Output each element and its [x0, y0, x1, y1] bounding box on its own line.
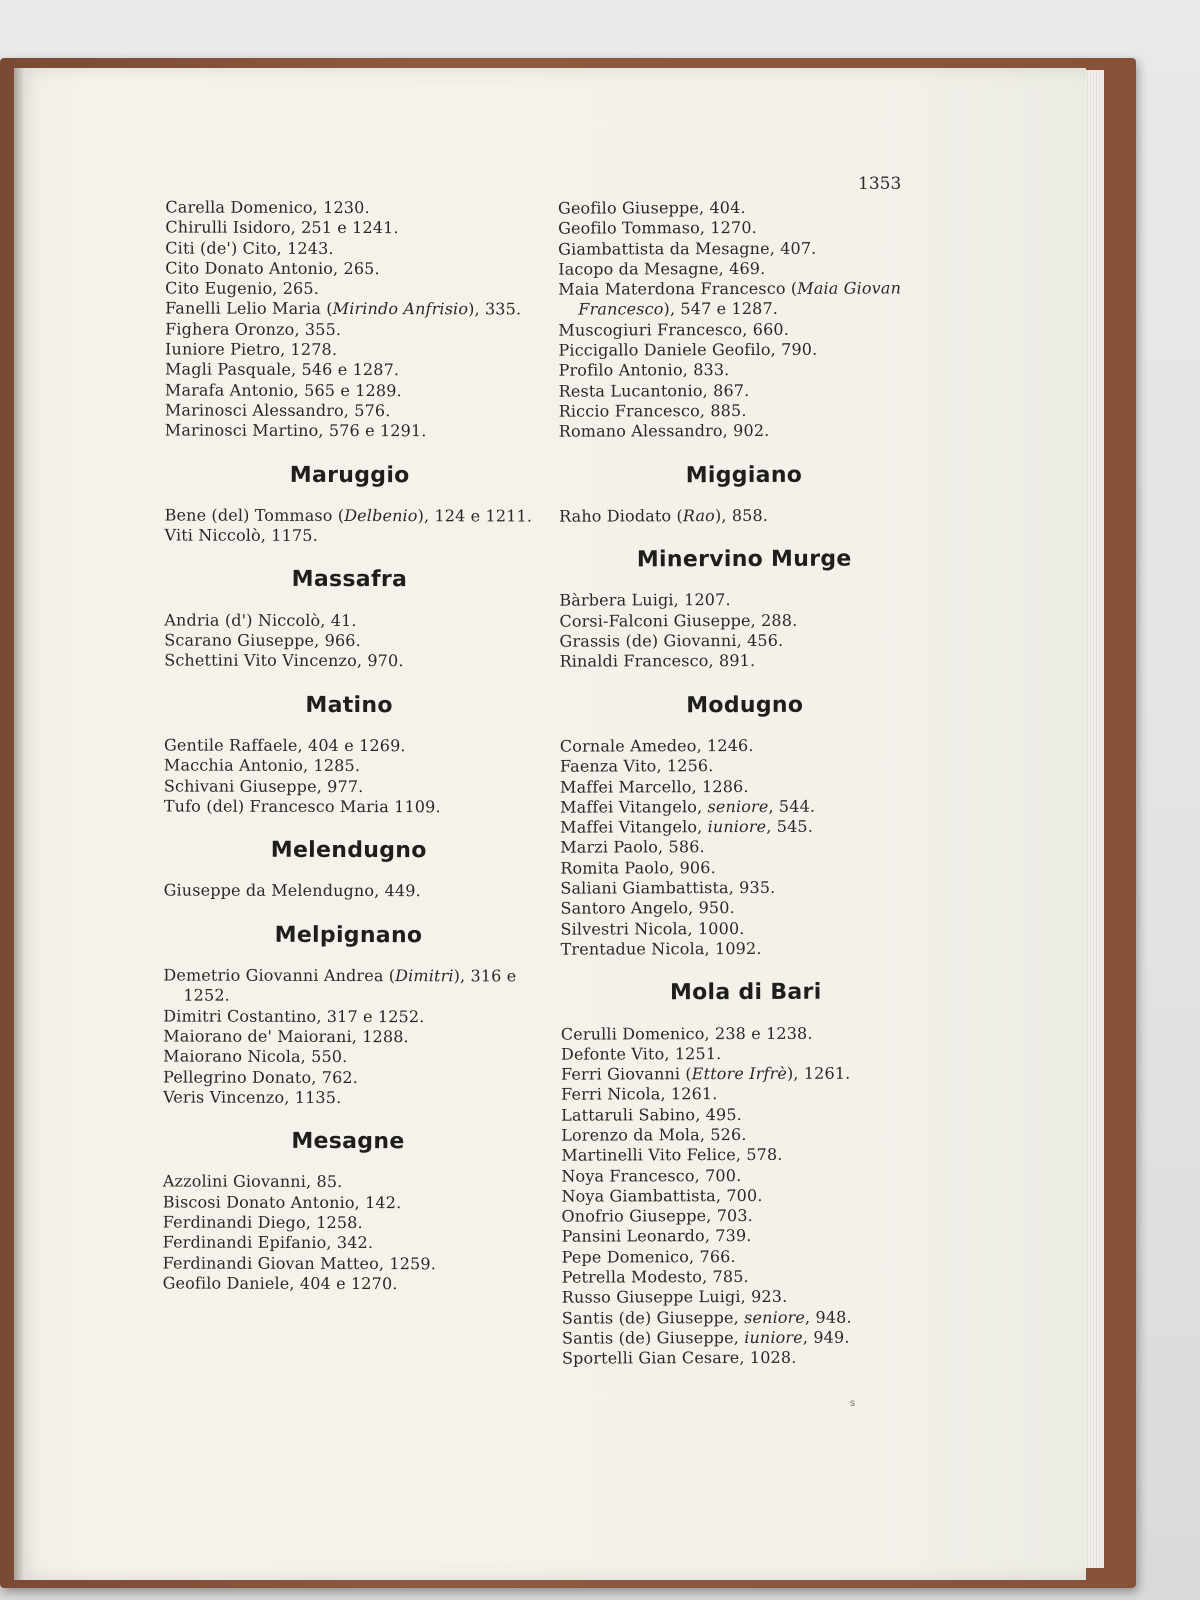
entry-text: Resta Lucantonio, 867.	[558, 380, 750, 401]
entry-text: Giuseppe da Melendugno, 449.	[163, 880, 421, 901]
entry-suffix: , 948.	[804, 1307, 852, 1327]
entry-italic: Mirindo Anfrisio	[332, 299, 469, 319]
index-entry	[562, 1266, 932, 1288]
index-entry	[560, 651, 930, 673]
index-entry	[559, 610, 929, 632]
entry-text: Riccio Francesco, 885.	[558, 400, 747, 421]
entry-text: Santoro Angelo, 950.	[560, 898, 735, 918]
entry-text: Maffei Marcello, 1286.	[559, 776, 749, 797]
entry-text: Pansini Leonardo, 739.	[561, 1226, 752, 1247]
index-entry	[561, 1084, 931, 1106]
index-entry	[163, 1192, 533, 1213]
index-entry	[164, 610, 534, 631]
index-entry	[560, 816, 930, 838]
entry-suffix: ), 124 e 1211.	[417, 506, 533, 526]
entry-text: Romita Paolo, 906.	[560, 857, 716, 878]
entry-text: Martinelli Vito Felice, 578.	[561, 1145, 783, 1165]
index-entry	[558, 339, 928, 361]
page-number: 1353	[858, 174, 902, 194]
entry-text: Piccigallo Daniele Geofilo, 790.	[558, 339, 818, 360]
section-heading: Melendugno	[270, 837, 427, 864]
index-entry	[165, 279, 535, 300]
index-entry	[560, 918, 930, 940]
entry-text: Bene (del) Tommaso (	[164, 505, 345, 525]
index-entry	[163, 1067, 533, 1088]
entry-text: Iacopo da Mesagne, 469.	[558, 258, 766, 279]
entry-text: Faenza Vito, 1256.	[559, 756, 714, 776]
index-entry	[560, 776, 930, 798]
index-entry	[560, 877, 930, 899]
entry-text: Defonte Vito, 1251.	[560, 1043, 722, 1064]
index-entry	[560, 857, 930, 879]
index-entry	[164, 776, 534, 797]
index-entry	[165, 319, 535, 340]
entry-text: Macchia Antonio, 1285.	[163, 755, 361, 776]
index-entry	[561, 1023, 931, 1045]
index-entry	[561, 1165, 931, 1187]
index-entry	[163, 1087, 533, 1108]
entry-text: Corsi-Falconi Giuseppe, 288.	[559, 610, 798, 631]
entry-text: Sportelli Gian Cesare, 1028.	[561, 1348, 797, 1368]
entry-suffix: ), 316 e 1252.	[183, 966, 517, 1006]
index-entry	[559, 590, 929, 612]
index-entry	[164, 735, 534, 756]
section-heading: Miggiano	[685, 462, 803, 488]
index-entry	[562, 1327, 932, 1349]
index-entry	[561, 938, 931, 960]
entry-suffix: ), 1261.	[786, 1063, 851, 1083]
entry-text: Ferdinandi Giovan Matteo, 1259.	[162, 1253, 436, 1273]
index-entry	[165, 505, 535, 526]
index-entry	[165, 400, 535, 421]
entry-text: Silvestri Nicola, 1000.	[560, 918, 745, 939]
entry-italic: Dimitri	[395, 966, 454, 986]
index-entry	[559, 360, 929, 382]
entry-text: Tufo (del) Francesco Maria 1109.	[163, 796, 441, 817]
entry-text: Muscogiuri Francesco, 660.	[558, 319, 789, 340]
printer-mark: s	[850, 1398, 856, 1409]
entry-text: Cornale Amedeo, 1246.	[559, 735, 754, 756]
entry-text: Rinaldi Francesco, 891.	[559, 651, 756, 671]
index-entry	[561, 1206, 931, 1228]
entry-text: Geofilo Giuseppe, 404.	[557, 197, 746, 218]
entry-text: Schettini Vito Vincenzo, 970.	[164, 650, 404, 671]
index-entry	[165, 360, 535, 381]
index-entry	[560, 796, 930, 818]
entry-italic: Maia Giovan Francesco	[578, 278, 902, 320]
entry-text: Cito Donato Antonio, 265.	[165, 258, 380, 278]
entry-text: Magli Pasquale, 546 e 1287.	[164, 359, 400, 380]
index-entry	[560, 756, 930, 778]
entry-text: Pellegrino Donato, 762.	[163, 1067, 359, 1087]
index-entry	[558, 238, 928, 260]
index-entry	[559, 380, 929, 402]
section-heading: Minervino Murge	[636, 546, 852, 573]
right-column	[558, 197, 932, 1369]
entry-text: Lattaruli Sabino, 495.	[561, 1104, 742, 1125]
entry-text: Santis (de) Giuseppe,	[561, 1327, 745, 1348]
index-entry	[165, 526, 535, 547]
entry-italic: seniore	[707, 796, 769, 816]
left-column	[163, 198, 536, 1295]
index-entry	[558, 319, 928, 341]
page-gutter	[14, 68, 24, 1580]
index-entry	[561, 1124, 931, 1146]
entry-text: Russo Giuseppe Luigi, 923.	[561, 1287, 788, 1308]
index-entry	[560, 898, 930, 920]
entry-text: Ferdinandi Epifanio, 342.	[162, 1232, 374, 1253]
index-entry	[163, 1047, 533, 1068]
index-entry	[165, 238, 535, 259]
entry-text: Cerulli Domenico, 238 e 1238.	[560, 1023, 813, 1044]
entry-text: Andria (d') Niccolò, 41.	[164, 610, 357, 630]
index-entry	[559, 400, 929, 422]
entry-text: Geofilo Daniele, 404 e 1270.	[162, 1273, 398, 1294]
entry-text: Gentile Raffaele, 404 e 1269.	[163, 735, 406, 756]
index-entry	[163, 1026, 533, 1047]
entry-text: Giambattista da Mesagne, 407.	[558, 238, 817, 259]
index-entry	[559, 421, 929, 443]
entry-text: Chirulli Isidoro, 251 e 1241.	[165, 217, 399, 238]
section-heading: Massafra	[291, 567, 408, 593]
section-heading: Modugno	[686, 692, 804, 718]
index-entry	[164, 756, 534, 777]
entry-text: Bàrbera Luigi, 1207.	[559, 590, 731, 611]
index-entry	[561, 1185, 931, 1207]
index-entry	[562, 1307, 932, 1329]
entry-suffix: ), 335.	[468, 299, 522, 319]
index-entry	[562, 1287, 932, 1309]
index-entry	[558, 218, 928, 240]
index-entry	[558, 279, 928, 321]
index-entry	[561, 1104, 931, 1126]
entry-text: Saliani Giambattista, 935.	[560, 877, 776, 898]
entry-text: Marinosci Martino, 576 e 1291.	[164, 420, 427, 441]
entry-text: Scarano Giuseppe, 966.	[164, 630, 361, 651]
entry-text: Fighera Oronzo, 355.	[165, 319, 342, 339]
index-entry	[165, 218, 535, 239]
entry-text: Fanelli Lelio Maria (	[165, 299, 333, 319]
entry-text: Petrella Modesto, 785.	[561, 1267, 749, 1287]
entry-text: Viti Niccolò, 1175.	[164, 525, 318, 546]
entry-text: Pepe Domenico, 766.	[561, 1246, 736, 1267]
section-heading: Melpignano	[274, 922, 423, 948]
index-entry	[561, 1043, 931, 1065]
entry-text: Grassis (de) Giovanni, 456.	[559, 630, 784, 651]
entry-text: Iuniore Pietro, 1278.	[165, 339, 338, 360]
section-heading: Maruggio	[289, 462, 410, 488]
index-entry	[163, 1233, 533, 1254]
index-entry	[165, 421, 535, 442]
index-entry	[560, 735, 930, 757]
entry-text: Trentadue Nicola, 1092.	[560, 938, 762, 959]
entry-suffix: , 544.	[768, 796, 816, 816]
entry-italic: iuniore	[744, 1327, 803, 1347]
entry-text: Maiorano Nicola, 550.	[163, 1046, 348, 1067]
entry-text: Onofrio Giuseppe, 703.	[561, 1206, 753, 1226]
index-entry	[165, 299, 535, 320]
entry-text: Maffei Vitangelo,	[560, 817, 708, 837]
index-entry	[165, 340, 535, 361]
entry-suffix: ), 547 e 1287.	[663, 299, 779, 319]
entry-italic: iuniore	[707, 817, 767, 837]
entry-italic: Delbenio	[344, 505, 418, 526]
entry-text: Marinosci Alessandro, 576.	[164, 400, 391, 421]
index-entry	[163, 1172, 533, 1193]
entry-text: Marafa Antonio, 565 e 1289.	[164, 380, 402, 400]
entry-suffix: , 545.	[766, 816, 813, 837]
entry-text: Geofilo Tommaso, 1270.	[558, 218, 757, 238]
entry-text: Citi (de') Cito, 1243.	[165, 238, 334, 258]
entry-text: Raho Diodato (	[559, 506, 683, 526]
entry-text: Romano Alessandro, 902.	[558, 421, 770, 441]
index-entry	[165, 258, 535, 279]
index-entry	[165, 380, 535, 401]
entry-text: Dimitri Costantino, 317 e 1252.	[163, 1006, 425, 1026]
entry-text: Ferri Nicola, 1261.	[561, 1084, 718, 1105]
entry-text: Cito Eugenio, 265.	[165, 278, 319, 299]
entry-text: Veris Vincenzo, 1135.	[163, 1087, 342, 1107]
entry-text: Maffei Vitangelo,	[560, 796, 708, 817]
entry-text: Lorenzo da Mola, 526.	[561, 1124, 747, 1145]
entry-text: Azzolini Giovanni, 85.	[162, 1171, 343, 1192]
entry-text: Noya Giambattista, 700.	[561, 1185, 763, 1206]
section-heading: Matino	[305, 692, 393, 718]
index-entry	[164, 796, 534, 817]
entry-text: Ferdinandi Diego, 1258.	[162, 1212, 363, 1233]
entry-italic: seniore	[744, 1307, 806, 1327]
entry-text: Profilo Antonio, 833.	[558, 360, 730, 381]
entry-text: Maiorano de' Maiorani, 1288.	[163, 1026, 409, 1047]
entry-italic: Rao	[682, 505, 715, 526]
entry-text: Demetrio Giovanni Andrea (	[163, 965, 396, 986]
section-heading: Mola di Bari	[669, 979, 822, 1006]
index-entry	[165, 198, 535, 219]
index-entry	[163, 1253, 533, 1274]
index-entry	[560, 837, 930, 859]
entry-text: Ferri Giovanni (	[560, 1064, 692, 1084]
entry-text: Noya Francesco, 700.	[561, 1165, 742, 1186]
index-entry	[559, 505, 929, 527]
entry-suffix: ), 858.	[714, 505, 769, 525]
index-entry	[562, 1348, 932, 1370]
entry-text: Schivani Giuseppe, 977.	[163, 776, 364, 796]
index-entry	[561, 1145, 931, 1167]
index-entry	[163, 1006, 533, 1027]
index-entry	[559, 630, 929, 652]
entry-text: Marzi Paolo, 586.	[560, 837, 705, 858]
entry-text: Maia Materdona Francesco (	[558, 279, 798, 299]
index-entry	[558, 258, 928, 280]
entry-italic: Ettore Irfrè	[691, 1063, 787, 1084]
entry-text: Carella Domenico, 1230.	[165, 197, 370, 218]
entry-suffix: , 949.	[802, 1327, 850, 1347]
section-heading: Mesagne	[291, 1128, 405, 1155]
index-entry	[163, 1212, 533, 1233]
index-entry	[561, 1063, 931, 1085]
entry-text: Biscosi Donato Antonio, 142.	[162, 1192, 402, 1212]
index-entry	[163, 966, 533, 1008]
entry-text: Santis (de) Giuseppe,	[561, 1307, 745, 1328]
index-entry	[164, 651, 534, 672]
index-entry	[562, 1246, 932, 1268]
index-entry	[562, 1226, 932, 1248]
index-entry	[164, 881, 534, 902]
index-entry	[558, 197, 928, 219]
index-entry	[163, 1273, 533, 1294]
index-entry	[164, 631, 534, 652]
